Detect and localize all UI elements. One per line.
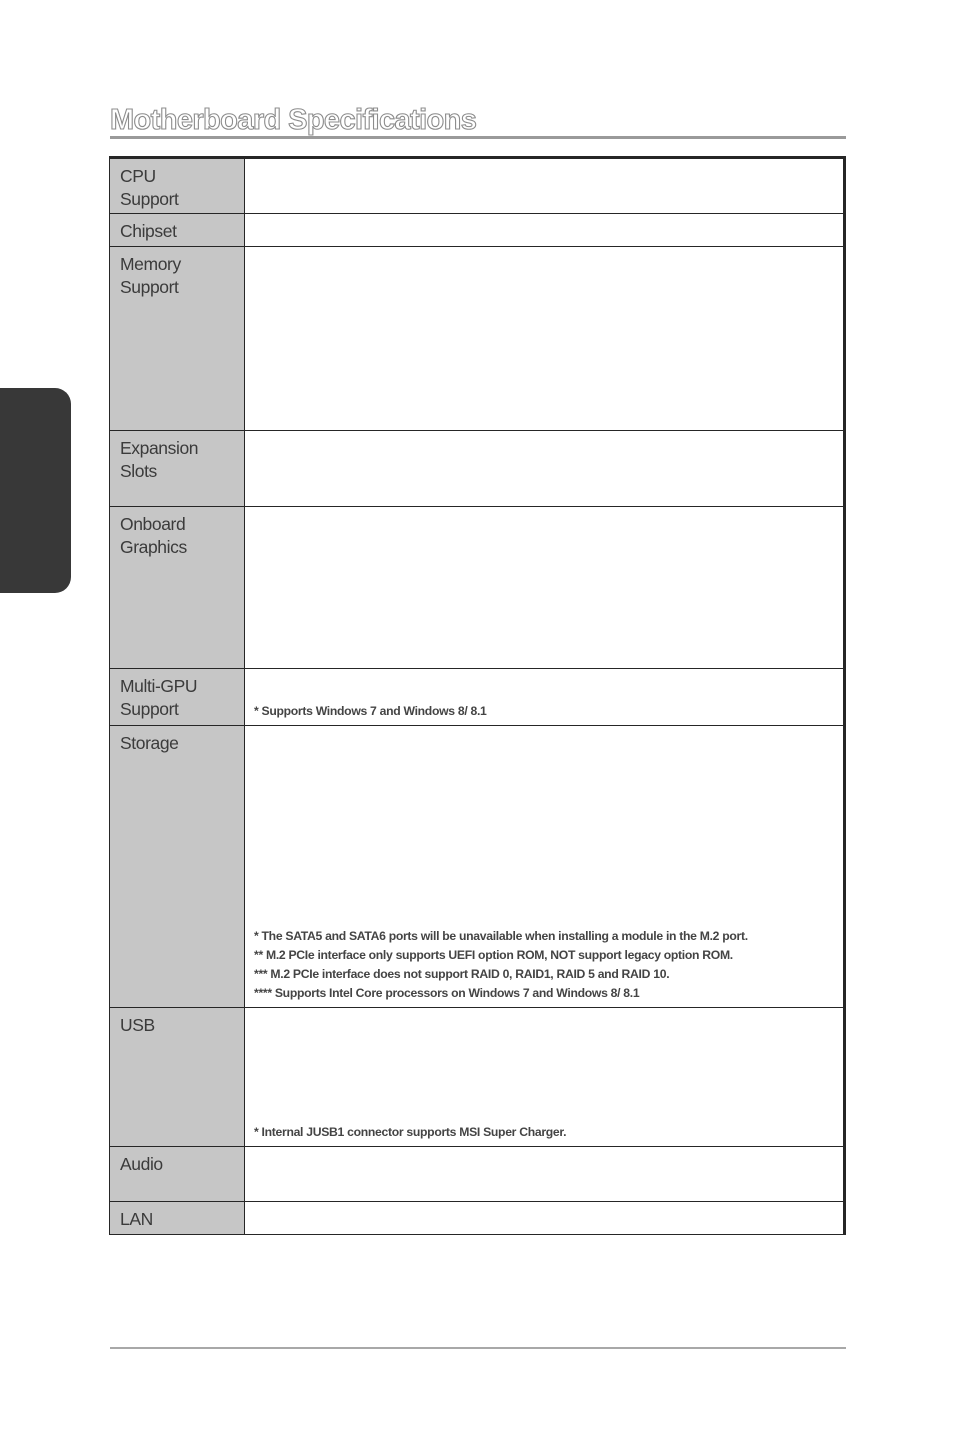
spec-notes	[254, 927, 839, 1003]
spec-row	[110, 1202, 845, 1235]
spec-table	[109, 156, 846, 1235]
spec-row	[110, 431, 845, 507]
spec-label-line: Expansion	[120, 438, 199, 458]
spec-row	[110, 247, 845, 431]
spec-content	[245, 507, 845, 669]
page-title: Motherboard Specifications	[110, 104, 477, 136]
spec-content	[245, 214, 845, 247]
spec-note: * Supports Windows 7 and Windows 8/ 8.1	[254, 704, 487, 718]
title-divider	[110, 136, 846, 139]
spec-label-line: LAN	[120, 1209, 153, 1229]
spec-row	[110, 214, 845, 247]
spec-notes	[254, 1123, 839, 1142]
spec-notes	[254, 702, 839, 721]
spec-content	[245, 247, 845, 431]
spec-note: * Internal JUSB1 connector supports MSI Super Charger.	[254, 1125, 567, 1139]
spec-label-line: Onboard	[120, 514, 186, 534]
spec-label-line: USB	[120, 1015, 155, 1035]
spec-row	[110, 726, 845, 1008]
spec-label	[110, 158, 245, 214]
spec-note: * The SATA5 and SATA6 ports will be unavailable when installing a module in the M.2 port.	[254, 929, 748, 943]
spec-label	[110, 1147, 245, 1202]
spec-label	[110, 1008, 245, 1147]
spec-label	[110, 214, 245, 247]
spec-label-line: Audio	[120, 1154, 163, 1174]
spec-label-line: Multi-GPU	[120, 676, 198, 696]
spec-content	[245, 669, 845, 726]
spec-label	[110, 431, 245, 507]
spec-content	[245, 726, 845, 1008]
spec-row	[110, 669, 845, 726]
spec-label	[110, 507, 245, 669]
spec-note: **** Supports Intel Core processors on Windows 7 and Windows 8/ 8.1	[254, 986, 640, 1000]
spec-label-line: Support	[120, 277, 179, 297]
spec-content	[245, 158, 845, 214]
spec-label-line: CPU	[120, 166, 156, 186]
spec-content	[245, 1147, 845, 1202]
spec-label-line: Slots	[120, 461, 157, 481]
chapter-side-tab	[0, 388, 71, 593]
spec-row	[110, 158, 845, 214]
spec-label-line: Graphics	[120, 537, 187, 557]
footer-divider	[110, 1347, 846, 1349]
spec-content	[245, 431, 845, 507]
spec-label	[110, 1202, 245, 1235]
spec-label-line: Memory	[120, 254, 181, 274]
spec-note: ** M.2 PCIe interface only supports UEFI option ROM, NOT support legacy option ROM.	[254, 948, 733, 962]
spec-label	[110, 726, 245, 1008]
spec-content	[245, 1008, 845, 1147]
spec-label-line: Support	[120, 189, 179, 209]
spec-content	[245, 1202, 845, 1235]
spec-label-line: Support	[120, 699, 179, 719]
spec-label	[110, 669, 245, 726]
spec-label-line: Storage	[120, 733, 179, 753]
spec-row	[110, 1008, 845, 1147]
spec-label-line: Chipset	[120, 221, 177, 241]
spec-row	[110, 1147, 845, 1202]
spec-row	[110, 507, 845, 669]
spec-label	[110, 247, 245, 431]
spec-note: *** M.2 PCIe interface does not support RAID 0, RAID1, RAID 5 and RAID 10.	[254, 967, 670, 981]
